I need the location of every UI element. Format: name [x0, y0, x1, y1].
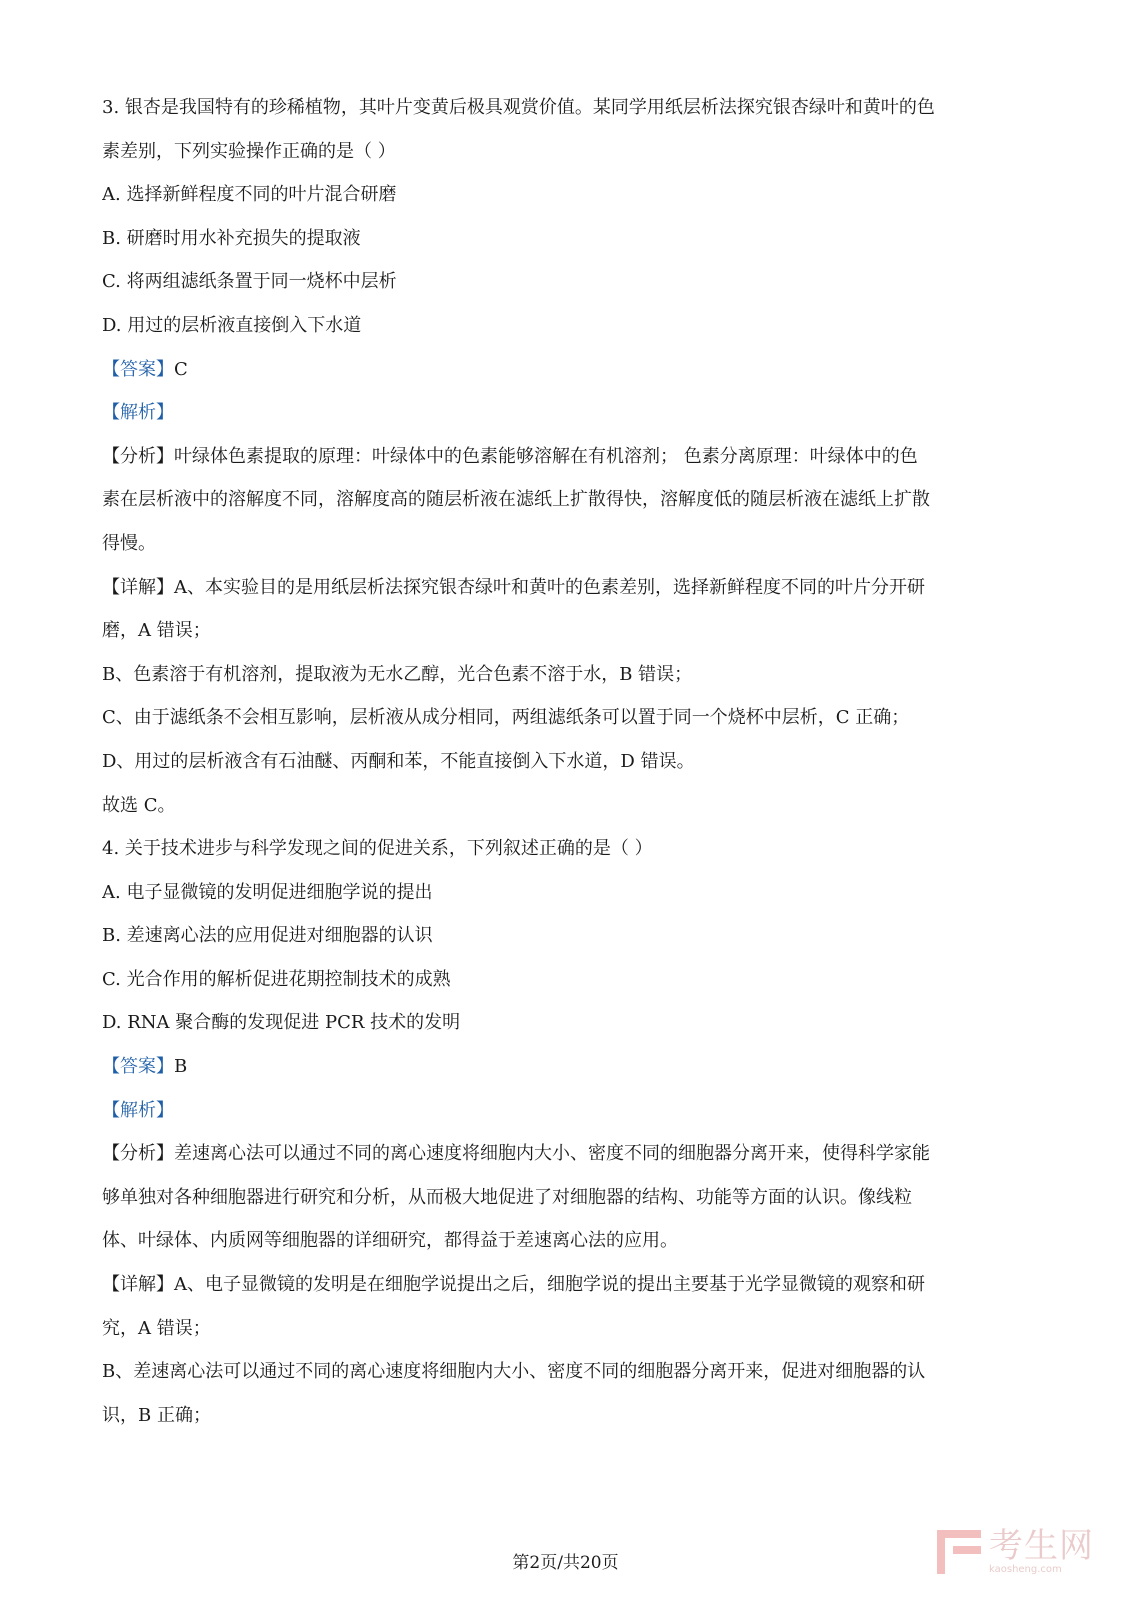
q4-option-a: A. 电子显微镜的发明促进细胞学说的提出 — [102, 881, 433, 903]
q3-fenxi-line-1 — [102, 435, 1022, 479]
q4-xiangjie-line-1 — [102, 1263, 1022, 1307]
q3-conclusion: 故选 C。 — [102, 794, 176, 816]
q4-analysis-tag: 【解析】 — [102, 1099, 174, 1121]
watermark — [937, 1522, 1097, 1582]
q3-fenxi-tag: 【分析】 — [102, 445, 174, 467]
q4-option-d: D. RNA 聚合酶的发现促进 PCR 技术的发明 — [102, 1012, 461, 1034]
q3-stem-line-2: 素差别，下列实验操作正确的是（ ） — [102, 140, 396, 162]
q3-xiangjie-text-1: A、本实验目的是用纸层析法探究银杏绿叶和黄叶的色素差别，选择新鲜程度不同的叶片分开研 — [174, 576, 925, 598]
watermark-url: kaosheng.com — [989, 1564, 1062, 1575]
q4-xiangjie-tag: 【详解】 — [102, 1274, 174, 1296]
q3-xiangjie-line-3: B、色素溶于有机溶剂，提取液为无水乙醇，光合色素不溶于水，B 错误； — [102, 663, 693, 685]
q4-xiangjie-text-1: A、电子显微镜的发明是在细胞学说提出之后，细胞学说的提出主要基于光学显微镜的观察和研 — [174, 1274, 925, 1296]
q4-xiangjie-line-3: B、差速离心法可以通过不同的离心速度将细胞内大小、密度不同的细胞器分离开来，促进对细胞器的认 — [102, 1361, 926, 1383]
q3-option-d: D. 用过的层析液直接倒入下水道 — [102, 314, 362, 336]
q3-xiangjie-line-2: 磨，A 错误； — [102, 620, 211, 642]
q4-answer-value: B — [174, 1056, 188, 1078]
q4-option-b: B. 差速离心法的应用促进对细胞器的认识 — [102, 925, 433, 947]
q4-analysis-heading — [102, 1089, 1022, 1133]
q3-xiangjie-line-5: D、用过的层析液含有石油醚、丙酮和苯，不能直接倒入下水道，D 错误。 — [102, 750, 695, 772]
q4-answer-tag: 【答案】 — [102, 1056, 174, 1078]
watermark-brand: 考生网 — [989, 1526, 1094, 1566]
q4-xiangjie-line-2: 究，A 错误； — [102, 1317, 211, 1339]
q3-answer-tag: 【答案】 — [102, 358, 174, 380]
q4-stem-line-1: 4. 关于技术进步与科学发现之间的促进关系，下列叙述正确的是（ ） — [102, 838, 653, 860]
q3-xiangjie-line-4: C、由于滤纸条不会相互影响，层析液从成分相同，两组滤纸条可以置于同一个烧杯中层析，C 正确； — [102, 707, 910, 729]
q3-answer — [102, 348, 1022, 392]
q3-fenxi-text-1: 叶绿体色素提取的原理：叶绿体中的色素能够溶解在有机溶剂； 色素分离原理：叶绿体中的色 — [174, 445, 918, 467]
q3-option-c: C. 将两组滤纸条置于同一烧杯中层析 — [102, 271, 397, 293]
q4-fenxi-text-1: 差速离心法可以通过不同的离心速度将细胞内大小、密度不同的细胞器分离开来，使得科学家能 — [174, 1143, 930, 1165]
page-footer: 第2页/共20页 — [512, 1553, 619, 1573]
q3-xiangjie-line-1 — [102, 566, 1022, 610]
watermark-text — [989, 1526, 1094, 1575]
q4-xiangjie-line-4: 识，B 正确； — [102, 1404, 211, 1426]
document-body — [102, 86, 1022, 1437]
q3-xiangjie-tag: 【详解】 — [102, 576, 174, 598]
q3-fenxi-line-3: 得慢。 — [102, 532, 156, 554]
q3-answer-value: C — [174, 358, 188, 380]
q4-answer — [102, 1045, 1022, 1089]
q4-option-c: C. 光合作用的解析促进花期控制技术的成熟 — [102, 968, 451, 990]
q4-fenxi-line-3: 体、叶绿体、内质网等细胞器的详细研究，都得益于差速离心法的应用。 — [102, 1230, 678, 1252]
q3-option-a: A. 选择新鲜程度不同的叶片混合研磨 — [102, 184, 397, 206]
q3-analysis-tag: 【解析】 — [102, 402, 174, 424]
q4-fenxi-tag: 【分析】 — [102, 1143, 174, 1165]
q3-option-b: B. 研磨时用水补充损失的提取液 — [102, 227, 361, 249]
q4-fenxi-line-2: 够单独对各种细胞器进行研究和分析，从而极大地促进了对细胞器的结构、功能等方面的认识。像线粒 — [102, 1186, 912, 1208]
q3-fenxi-line-2: 素在层析液中的溶解度不同，溶解度高的随层析液在滤纸上扩散得快，溶解度低的随层析液在滤纸上扩散 — [102, 489, 930, 511]
q3-stem-line-1: 3. 银杏是我国特有的珍稀植物，其叶片变黄后极具观赏价值。某同学用纸层析法探究银杏绿叶和黄叶的色 — [102, 97, 935, 118]
q3-analysis-heading — [102, 391, 1022, 435]
watermark-logo-icon — [937, 1530, 981, 1574]
q4-fenxi-line-1 — [102, 1132, 1022, 1176]
